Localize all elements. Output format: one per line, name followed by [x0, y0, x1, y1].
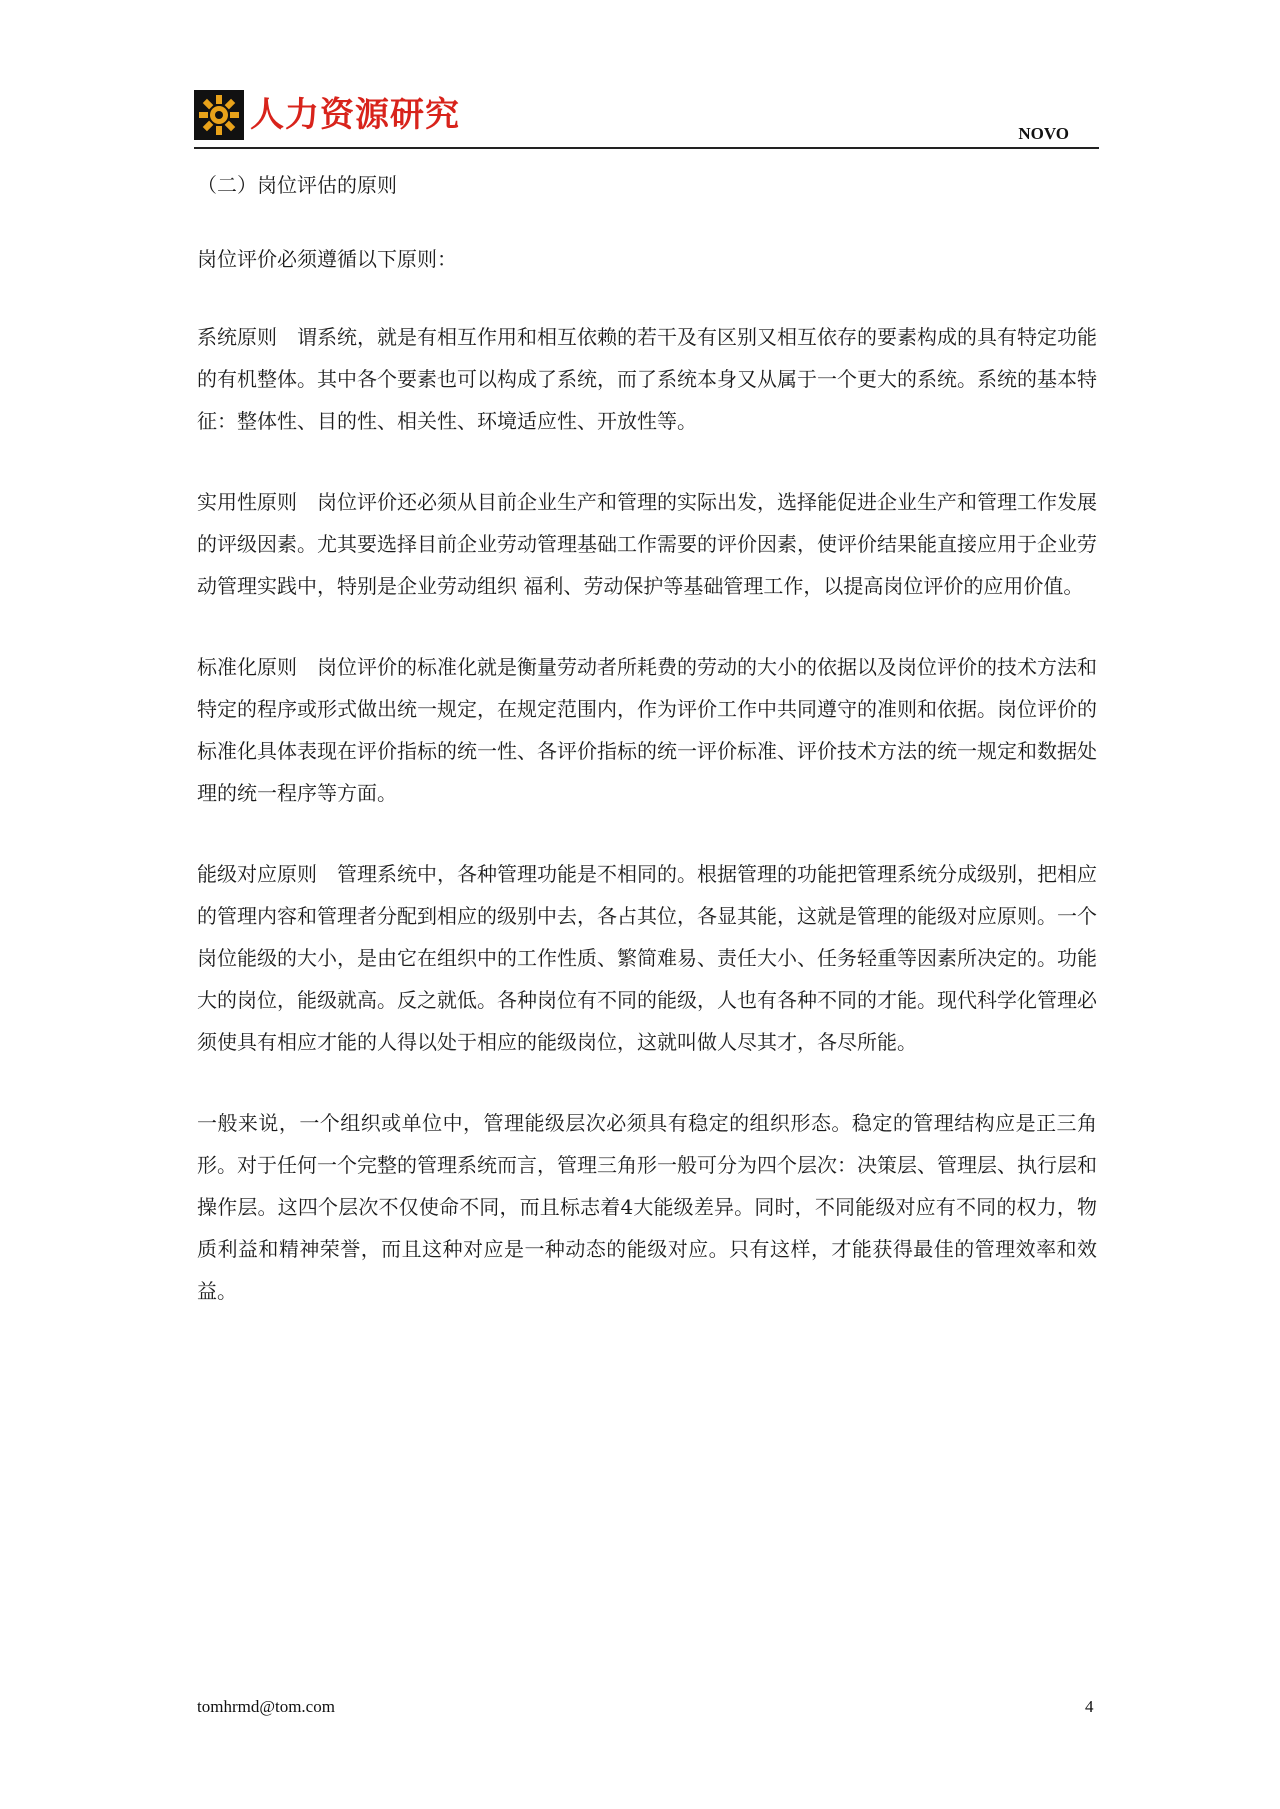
page-number: 4 [1085, 1697, 1094, 1716]
principle-text: 管理系统中，各种管理功能是不相同的。根据管理的功能把管理系统分成级别，把相应的管理内容和管理者分配到相应的级别中去，各占其位，各显其能，这就是管理的能级对应原则。一个岗位能级的大小，是由它在组织中的工作性质、繁简难易、责任大小、任务轻重等因素所决定的。功能大的岗位，能级就高。反之就低。各种岗位有不同的能级，人也有各种不同的才能。现代科学化管理必须使具有相应才能的人得以处于相应的能级岗位，这就叫做人尽其才，各尽所能。 [197, 862, 1097, 1054]
section-title: （二）岗位评估的原则 [197, 173, 397, 197]
paragraph-system [197, 316, 1097, 442]
page-body [197, 168, 1097, 1351]
principle-term: 系统原则 [197, 325, 277, 349]
page-header [194, 90, 1099, 148]
principle-text: 岗位评价的标准化就是衡量劳动者所耗费的劳动的大小的依据以及岗位评价的技术方法和特定的程序或形式做出统一规定，在规定范围内，作为评价工作中共同遵守的准则和依据。岗位评价的标准化具体表现在评价指标的统一性、各评价指标的统一评价标准、评价技术方法的统一规定和数据处理的统一程序等方面。 [197, 655, 1097, 805]
paragraph-general [197, 1102, 1097, 1312]
intro-line: 岗位评价必须遵循以下原则： [197, 247, 457, 271]
logo-title: 人力资源研究 [250, 95, 460, 135]
principle-text: 岗位评价还必须从目前企业生产和管理的实际出发，选择能促进企业生产和管理工作发展的评级因素。尤其要选择目前企业劳动管理基础工作需要的评价因素，使评价结果能直接应用于企业劳动管理实践中，特别是企业劳动组织 福利、劳动保护等基础管理工作，以提高岗位评价的应用价值。 [197, 490, 1097, 598]
principle-text: 谓系统，就是有相互作用和相互依赖的若干及有区别又相互依存的要素构成的具有特定功能的有机整体。其中各个要素也可以构成了系统，而了系统本身又从属于一个更大的系统。系统的基本特征：整体性、目的性、相关性、环境适应性、开放性等。 [197, 325, 1097, 433]
logo [194, 90, 244, 140]
principle-term: 标准化原则 [197, 655, 297, 679]
paragraph-practicality [197, 481, 1097, 607]
header-label: NOVO [1018, 124, 1069, 143]
header-divider [194, 147, 1099, 149]
principle-text: 一般来说，一个组织或单位中，管理能级层次必须具有稳定的组织形态。稳定的管理结构应是正三角形。对于任何一个完整的管理系统而言，管理三角形一般可分为四个层次：决策层、管理层、执行层和操作层。这四个层次不仅使命不同，而且标志着4大能级差异。同时，不同能级对应有不同的权力，物质利益和精神荣誉，而且这种对应是一种动态的能级对应。只有这样，才能获得最佳的管理效率和效益。 [197, 1111, 1097, 1303]
paragraph-standardization [197, 646, 1097, 814]
gear-sun-icon [194, 90, 244, 140]
principle-term: 实用性原则 [197, 490, 297, 514]
footer-email: tomhrmd@tom.com [197, 1697, 335, 1716]
paragraph-level-matching [197, 853, 1097, 1063]
principle-term: 能级对应原则 [197, 862, 317, 886]
